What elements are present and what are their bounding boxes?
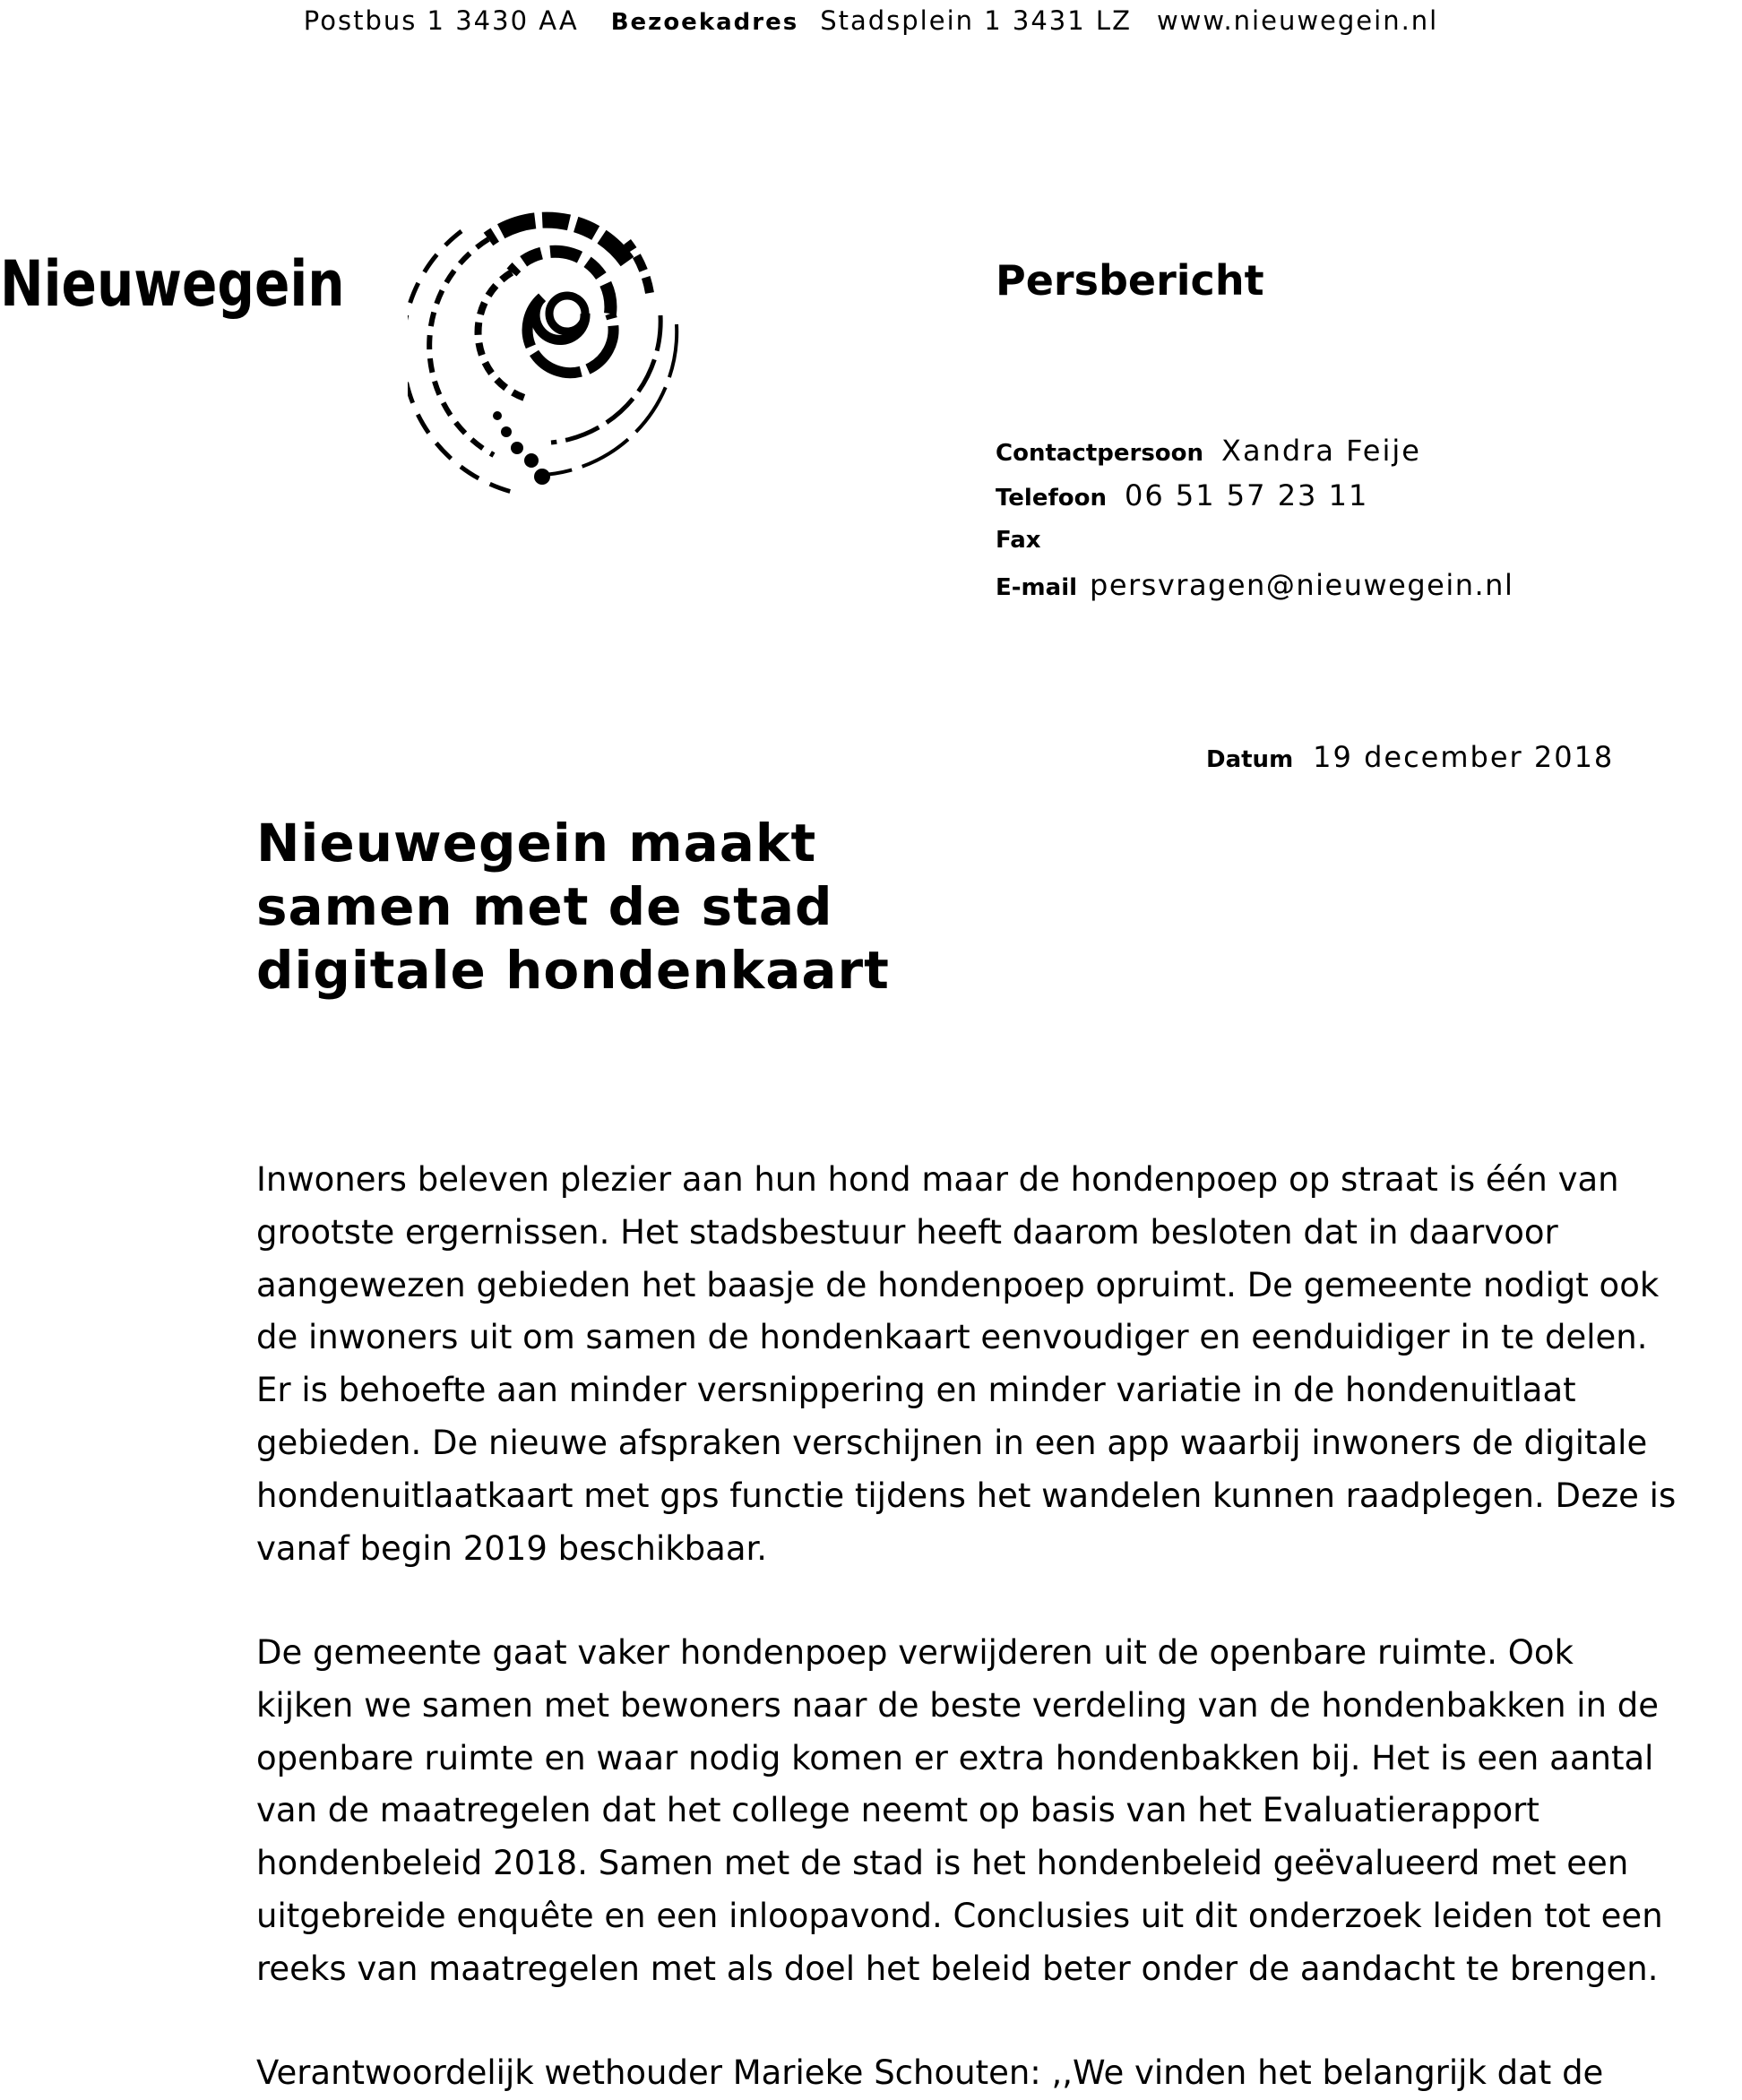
- text-line: openbare ruimte en waar nodig komen er extra hondenbakken bij. Het is een aantal: [256, 1738, 1654, 1777]
- document-type-title: Persbericht: [996, 256, 1264, 305]
- date-value: 19 december 2018: [1313, 740, 1615, 774]
- visit-address-label: Bezoekadres: [610, 9, 799, 36]
- body-paragraph-2: [256, 1627, 1663, 1996]
- headline-line: Nieuwegein maakt: [256, 813, 817, 874]
- contact-person-row: [996, 428, 1513, 473]
- fax-label: Fax: [996, 527, 1041, 554]
- text-line: de inwoners uit om samen de hondenkaart eenvoudiger en eenduidiger in te delen.: [256, 1318, 1648, 1357]
- contact-person-value: Xandra Feije: [1221, 434, 1421, 468]
- text-line: De gemeente gaat vaker hondenpoep verwijderen uit de openbare ruimte. Ook: [256, 1633, 1574, 1672]
- spiral-logo-icon: [408, 208, 694, 503]
- text-line: Inwoners beleven plezier aan hun hond maar de hondenpoep op straat is één van: [256, 1160, 1619, 1199]
- text-line: uitgebreide enquête en een inloopavond. Conclusies uit dit onderzoek leiden tot een: [256, 1896, 1663, 1935]
- phone-value: 06 51 57 23 11: [1125, 478, 1369, 512]
- headline: [256, 812, 890, 1003]
- text-line: hondenbeleid 2018. Samen met de stad is het hondenbeleid geëvalueerd met een: [256, 1844, 1629, 1883]
- text-line: kijken we samen met bewoners naar de beste verdeling van de hondenbakken in de: [256, 1685, 1660, 1725]
- body-paragraph-3: [256, 2047, 1603, 2100]
- text-line: van de maatregelen dat het college neemt op basis van het Evaluatierapport: [256, 1791, 1539, 1830]
- contact-block: [996, 428, 1513, 607]
- visit-address: Stadsplein 1 3431 LZ: [820, 5, 1132, 36]
- address-bar: [0, 5, 1742, 36]
- body-paragraph-1: [256, 1154, 1676, 1575]
- fax-row: [996, 518, 1513, 563]
- brand-wordmark: Nieuwegein: [0, 247, 345, 321]
- headline-line: digitale hondenkaart: [256, 940, 890, 1001]
- text-line: gebieden. De nieuwe afspraken verschijnen in een app waarbij inwoners de digitale: [256, 1423, 1648, 1462]
- text-line: reeks van maatregelen met als doel het beleid beter onder de aandacht te brengen.: [256, 1949, 1659, 1988]
- date-label: Datum: [1206, 746, 1294, 773]
- text-line: aangewezen gebieden het baasje de hondenpoep opruimt. De gemeente nodigt ook: [256, 1265, 1660, 1304]
- website-link[interactable]: www.nieuwegein.nl: [1156, 5, 1439, 36]
- text-line: grootste ergernissen. Het stadsbestuur heeft daarom besloten dat in daarvoor: [256, 1212, 1558, 1252]
- postbus-address: Postbus 1 3430 AA: [303, 5, 579, 36]
- text-line: Verantwoordelijk wethouder Marieke Schouten: ,,We vinden het belangrijk dat de: [256, 2053, 1604, 2092]
- text-line: vanaf begin 2019 beschikbaar.: [256, 1528, 768, 1568]
- text-line: Er is behoefte aan minder versnippering en minder variatie in de hondenuitlaat: [256, 1371, 1576, 1410]
- contact-person-label: Contactpersoon: [996, 440, 1204, 467]
- email-link[interactable]: persvragen@nieuwegein.nl: [1090, 568, 1514, 602]
- headline-line: samen met de stad: [256, 876, 833, 937]
- text-line: hondenuitlaatkaart met gps functie tijdens het wandelen kunnen raadplegen. Deze is: [256, 1476, 1677, 1515]
- email-label: E-mail: [996, 574, 1078, 601]
- phone-label: Telefoon: [996, 485, 1108, 512]
- email-row: [996, 563, 1513, 607]
- date-row: [1206, 735, 1614, 785]
- phone-row: [996, 473, 1513, 518]
